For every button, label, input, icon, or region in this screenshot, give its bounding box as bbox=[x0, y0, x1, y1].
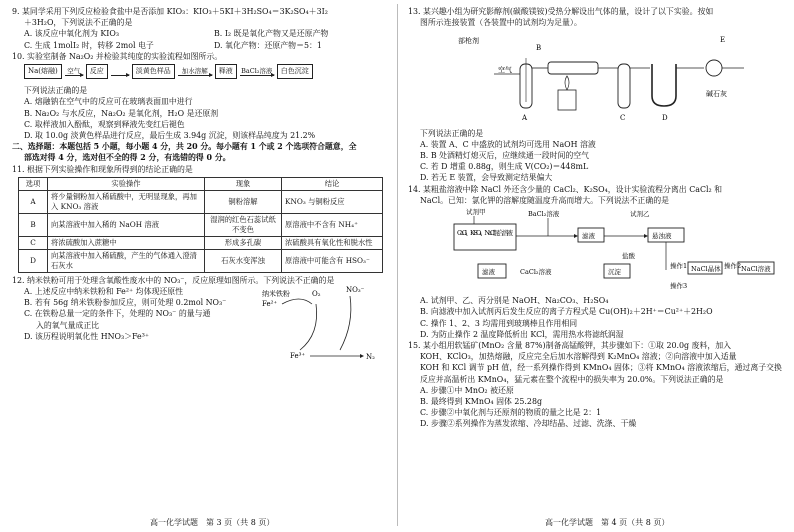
q14-option-b: B. 向滤液中加入试剂丙后发生反应的离子方程式是 Cu(OH)₂＋2H⁺＝Cu²⁺＋2H₂O bbox=[420, 307, 713, 317]
q14-flow-reagent-b: 试剂乙 bbox=[630, 210, 650, 219]
q15-stem-line2: KOH、KClO₃，加热熔融，反应完全后加水溶解得到 K₂MnO₄ 溶液；②向溶液中加入适量 bbox=[420, 352, 737, 362]
q13-prompt: 下列说法正确的是 bbox=[420, 128, 484, 138]
q11-header-operation: 实验操作 bbox=[48, 177, 205, 190]
q10-option-a: A. 熔融钠在空气中的反应可在玻璃表面皿中进行 bbox=[24, 97, 193, 107]
q10-prompt: 下列说法正确的是 bbox=[24, 86, 88, 96]
q12-option-c-cont: 入的氧气量成正比 bbox=[36, 320, 100, 330]
q14-stem-line1: 14. 某粗盐溶液中除 NaCl 外还含少量的 CaCl₂、K₂SO₄，设计实验流程分离出 CaCl₂ 和 bbox=[408, 184, 723, 194]
q13-option-a: A. 装置 A、C 中盛放的试剂均可选用 NaOH 溶液 bbox=[420, 139, 596, 149]
q9-option-b: B. I₂ 既是氧化产物又是还原产物 bbox=[214, 29, 329, 39]
q13-label-d: D bbox=[662, 114, 668, 123]
q10-stem: 10. 实验室制备 Na₂O₂ 并检验其纯度的实验流程如图所示。 bbox=[12, 51, 223, 61]
left-page bbox=[12, 6, 387, 366]
q10-flow-step5-label: BaCl₂溶液 bbox=[241, 67, 273, 76]
q12-diagram-arrow3 bbox=[340, 296, 351, 350]
q11-stem: 11. 根据下列实验操作和现象所得到的结论正确的是 bbox=[12, 164, 193, 174]
q11-row-c-phenomenon: 形成多孔碳 bbox=[205, 236, 282, 249]
q14-flow-mix-box bbox=[454, 224, 516, 250]
q14-flow-nacl-sol: NaCl溶液 bbox=[741, 265, 771, 274]
q13-label-e: E bbox=[720, 36, 726, 45]
q14-flow-step1: 操作1 bbox=[670, 262, 688, 271]
section2-heading-line2: 部选对得 4 分，选对但不全的得 2 分，有选错的得 0 分。 bbox=[24, 153, 231, 163]
right-page bbox=[408, 6, 783, 430]
q10-flow-step1: 反应 bbox=[86, 64, 108, 79]
q14-flow-step3: 操作3 bbox=[670, 282, 688, 291]
q13-stem-line2: 图所示连接装置（各装置中的试剂均为足量）。 bbox=[420, 18, 582, 28]
q11-row-d-phenomenon: 石灰水变浑浊 bbox=[205, 249, 282, 272]
q11-row-d-operation: 向某溶液中加入稀硫酸，产生的气体通入澄清石灰水 bbox=[48, 249, 205, 272]
table-row bbox=[19, 213, 383, 236]
q11-table bbox=[18, 177, 383, 273]
q10-option-d: D. 取 10.0g 淡黄色样品进行反应，最后生成 3.94g 沉淀，则该样品纯度为 21.2% bbox=[24, 131, 316, 141]
q10-flowchart bbox=[24, 64, 387, 79]
q13-u-tube-d bbox=[652, 64, 676, 106]
q12-option-c: C. 在铁粉总量一定的条件下，处理的 NO₃⁻ 的量与通 bbox=[24, 309, 211, 319]
q10-option-b: B. Na₂O₂ 与水反应，Na₂O₂ 是氧化剂，H₂O 是还原剂 bbox=[24, 108, 219, 118]
q12-option-a: A. 上述反应中纳米铁粉和 Fe²⁺ 均体现还原性 bbox=[24, 287, 184, 297]
q15-option-a: A. 步骤①中 MnO₂ 被还原 bbox=[420, 385, 514, 395]
q13-label-kettle: 部枪剂 bbox=[458, 37, 479, 46]
q14-flowchart bbox=[408, 206, 778, 292]
q13-apparatus-diagram bbox=[408, 30, 778, 122]
q9-option-d: D. 氧化产物：还原产物＝5：1 bbox=[214, 40, 322, 50]
q12-diagram-no3: NO₃⁻ bbox=[346, 286, 365, 295]
q9-options-row1 bbox=[12, 28, 387, 39]
q12-diagram-n2: N₂ bbox=[366, 353, 375, 362]
q11-row-b-operation: 向某溶液中加入稀的 NaOH 溶液 bbox=[48, 213, 205, 236]
q11-table-header bbox=[19, 177, 383, 190]
q12-diagram-fe3: Fe³⁺ bbox=[290, 352, 306, 361]
q13-flame bbox=[565, 76, 569, 90]
q11-row-c-conclusion: 浓硫酸具有氧化性和脱水性 bbox=[282, 236, 383, 249]
q14-flow-cacl2: CaCl₂溶液 bbox=[520, 268, 552, 277]
q13-drying-tube-e bbox=[706, 60, 722, 76]
q10-flow-arrow3 bbox=[178, 67, 212, 76]
q13-label-soda: 碱石灰 bbox=[706, 90, 727, 99]
q14-flow-reagent-a: 试剂甲 bbox=[466, 208, 486, 217]
q13-tube-b bbox=[548, 62, 598, 74]
q10-option-c: C. 取样液加入酚酞，观察到释液先变红后褪色 bbox=[24, 119, 185, 129]
q10-flow-step4: 释液 bbox=[215, 64, 237, 79]
q11-row-a-operation: 将少量铜粉加入稀硫酸中，无明显现象，再加入 KNO₃ 溶液 bbox=[48, 190, 205, 213]
q10-flow-arrow2 bbox=[111, 67, 129, 76]
q9-option-c: C. 生成 1molI₂ 时，转移 2mol 电子 bbox=[24, 40, 154, 50]
q10-flow-arrow4 bbox=[240, 67, 274, 76]
q15-option-d: D. 步骤②系列操作为蒸发浓缩、冷却结晶、过滤、洗涤、干燥 bbox=[420, 419, 637, 429]
q10-flow-step2: 淡黄色样品 bbox=[132, 64, 175, 79]
q11-header-phenomenon: 现象 bbox=[205, 177, 282, 190]
q12-block bbox=[12, 286, 387, 366]
q14-flow-hcl: 盐酸 bbox=[622, 252, 635, 261]
q13-label-a: A bbox=[522, 114, 528, 123]
q12-diagram-arrowhead bbox=[360, 354, 364, 358]
q10-flow-step6: 白色沉淀 bbox=[277, 64, 313, 79]
q9-stem-line2: ＋3H₂O，下列说法不正确的是 bbox=[24, 18, 133, 28]
q13-option-c: C. 若 D 增重 0.88g，则生成 V(CO₂)＝448mL bbox=[420, 162, 589, 172]
q11-row-b-option: B bbox=[19, 213, 48, 236]
q11-row-d-option: D bbox=[19, 249, 48, 272]
q12-reaction-diagram bbox=[260, 284, 384, 364]
q15-option-c: C. 步骤②中氧化剂与还原剂的物质的量之比是 2：1 bbox=[420, 408, 602, 418]
q11-row-a-phenomenon: 铜粉溶解 bbox=[205, 190, 282, 213]
q14-flow-filter1: 滤液 bbox=[582, 232, 595, 241]
q9-options-row2 bbox=[12, 40, 387, 51]
q15-stem-line3: KOH 和 KCl 调节 pH 值，经一系列操作得到 KMnO₄ 固体；③将 KMnO₄ 溶液浓缩后，通过离子交换 bbox=[420, 363, 782, 373]
q13-option-b: B. B 处酒精灯熄灭后，应继续通一段时间的空气 bbox=[420, 151, 590, 161]
q11-row-c-operation: 将浓硫酸加入蔗糖中 bbox=[48, 236, 205, 249]
q14-flow-nacl-crystal: NaCl晶体 bbox=[691, 265, 721, 274]
q10-flow-air-arrow bbox=[65, 67, 83, 76]
q11-header-option: 选项 bbox=[19, 177, 48, 190]
q11-row-b-conclusion: 原溶液中不含有 NH₄⁺ bbox=[282, 213, 383, 236]
page-divider bbox=[397, 4, 398, 526]
q11-row-a-option: A bbox=[19, 190, 48, 213]
q9-stem-line1: 9. 某同学采用下列反应检验食盐中是否添加 KIO₃：KIO₃＋5KI＋3H₂SO₄＝3K₂SO₄＋3I₂ bbox=[12, 7, 328, 16]
table-row bbox=[19, 190, 383, 213]
q12-diagram-o2: O₂ bbox=[312, 290, 321, 299]
q13-option-d: D. 若无 E 装置，会导致测定结果偏大 bbox=[420, 173, 553, 183]
q13-label-c: C bbox=[620, 114, 626, 123]
q11-row-c-option: C bbox=[19, 236, 48, 249]
q11-row-a-conclusion: KNO₃ 与铜粉反应 bbox=[282, 190, 383, 213]
q13-tube-c bbox=[618, 64, 630, 108]
q14-flow-bacl2: BaCl₂溶液 bbox=[528, 210, 560, 219]
q14-flow-precip: 沉淀 bbox=[608, 268, 621, 277]
q12-diagram-iron: 纳米铁粉 bbox=[262, 290, 290, 299]
right-page-footer: 高一化学试题 第 4 页（共 8 页） bbox=[545, 518, 670, 527]
q12-diagram-arrow1 bbox=[282, 299, 312, 304]
q15-stem-line1: 15. 某小组用软锰矿(MnO₂ 含量 87%)制备高锰酸钾，其步骤如下：①取 20.0g 废料，加入 bbox=[408, 341, 732, 351]
table-row bbox=[19, 249, 383, 272]
left-page-footer: 高一化学试题 第 3 页（共 8 页） bbox=[150, 518, 275, 527]
q14-stem-line2: NaCl。已知：氯化钾的溶解度随温度升高而增大。下列说法不正确的是 bbox=[420, 195, 669, 205]
q12-options bbox=[12, 286, 252, 342]
q13-burner bbox=[558, 90, 576, 110]
q14-option-c: C. 操作 1、2、3 均需用到玻璃棒且作用相同 bbox=[420, 318, 578, 328]
q12-diagram-fe2: Fe²⁺ bbox=[262, 300, 278, 309]
q13-label-air: 空气 bbox=[498, 66, 512, 75]
q10-flow-start: Na(熔融) bbox=[24, 64, 62, 79]
q14-option-a: A. 试剂甲、乙、丙分别是 NaOH、Na₂CO₃、H₂SO₄ bbox=[420, 296, 609, 306]
q11-header-conclusion: 结论 bbox=[282, 177, 383, 190]
q13-label-b: B bbox=[536, 44, 542, 53]
q10-flow-step3-label: 加水溶解 bbox=[181, 67, 208, 76]
q14-flow-susp: 悬浊液 bbox=[652, 232, 672, 241]
q12-option-d: D. 该历程说明氧化性 HNO₃＞Fe³⁺ bbox=[24, 331, 150, 341]
table-row bbox=[19, 236, 383, 249]
q10-flow-air-label: 空气 bbox=[67, 67, 81, 76]
section2-heading-line1: 二、选择题：本题包括 5 小题，每小题 4 分，共 20 分。每小题有 1 个或 2 个选项符合题意，全 bbox=[12, 142, 357, 152]
q14-flow-filter2: 滤液 bbox=[482, 268, 495, 277]
q9-option-a: A. 该反应中氧化剂为 KIO₃ bbox=[24, 29, 119, 39]
q15-stem-line4: 反应并高温析出 KMnO₄，猛元素在整个流程中的损失率为 20.0%。下列说法正确的是 bbox=[420, 374, 724, 384]
q14-flow-mix: CaCl₂、K₂SO₄、NaCl混合溶液 bbox=[457, 229, 513, 238]
q11-row-d-conclusion: 原溶液中可能含有 HSO₃⁻ bbox=[282, 249, 383, 272]
q15-option-b: B. 最终得到 KMnO₄ 固体 25.28g bbox=[420, 397, 543, 407]
q12-stem: 12. 纳米铁粉可用于处理含氧酸性废水中的 NO₃⁻，反应原理如图所示。下列说法不正确的是 bbox=[12, 275, 335, 285]
q12-option-b: B. 若有 56g 纳米铁粉参加反应，则可处理 0.2mol NO₃⁻ bbox=[24, 298, 227, 308]
q13-stem-line1: 13. 某兴趣小组为研究影醇剂(碳酸镁铵)受热分解设出气体的量，设计了以下实验。按如 bbox=[408, 7, 714, 16]
q11-row-b-phenomenon: 湿润的红色石蕊试纸不变色 bbox=[205, 213, 282, 236]
q14-option-d: D. 为防止操作 2 温度降低析出 KCl，需用热水将滤纸润湿 bbox=[420, 329, 624, 339]
q12-diagram-arrow2 bbox=[300, 304, 317, 350]
q14-flow-step2: 操作2 bbox=[724, 262, 742, 271]
